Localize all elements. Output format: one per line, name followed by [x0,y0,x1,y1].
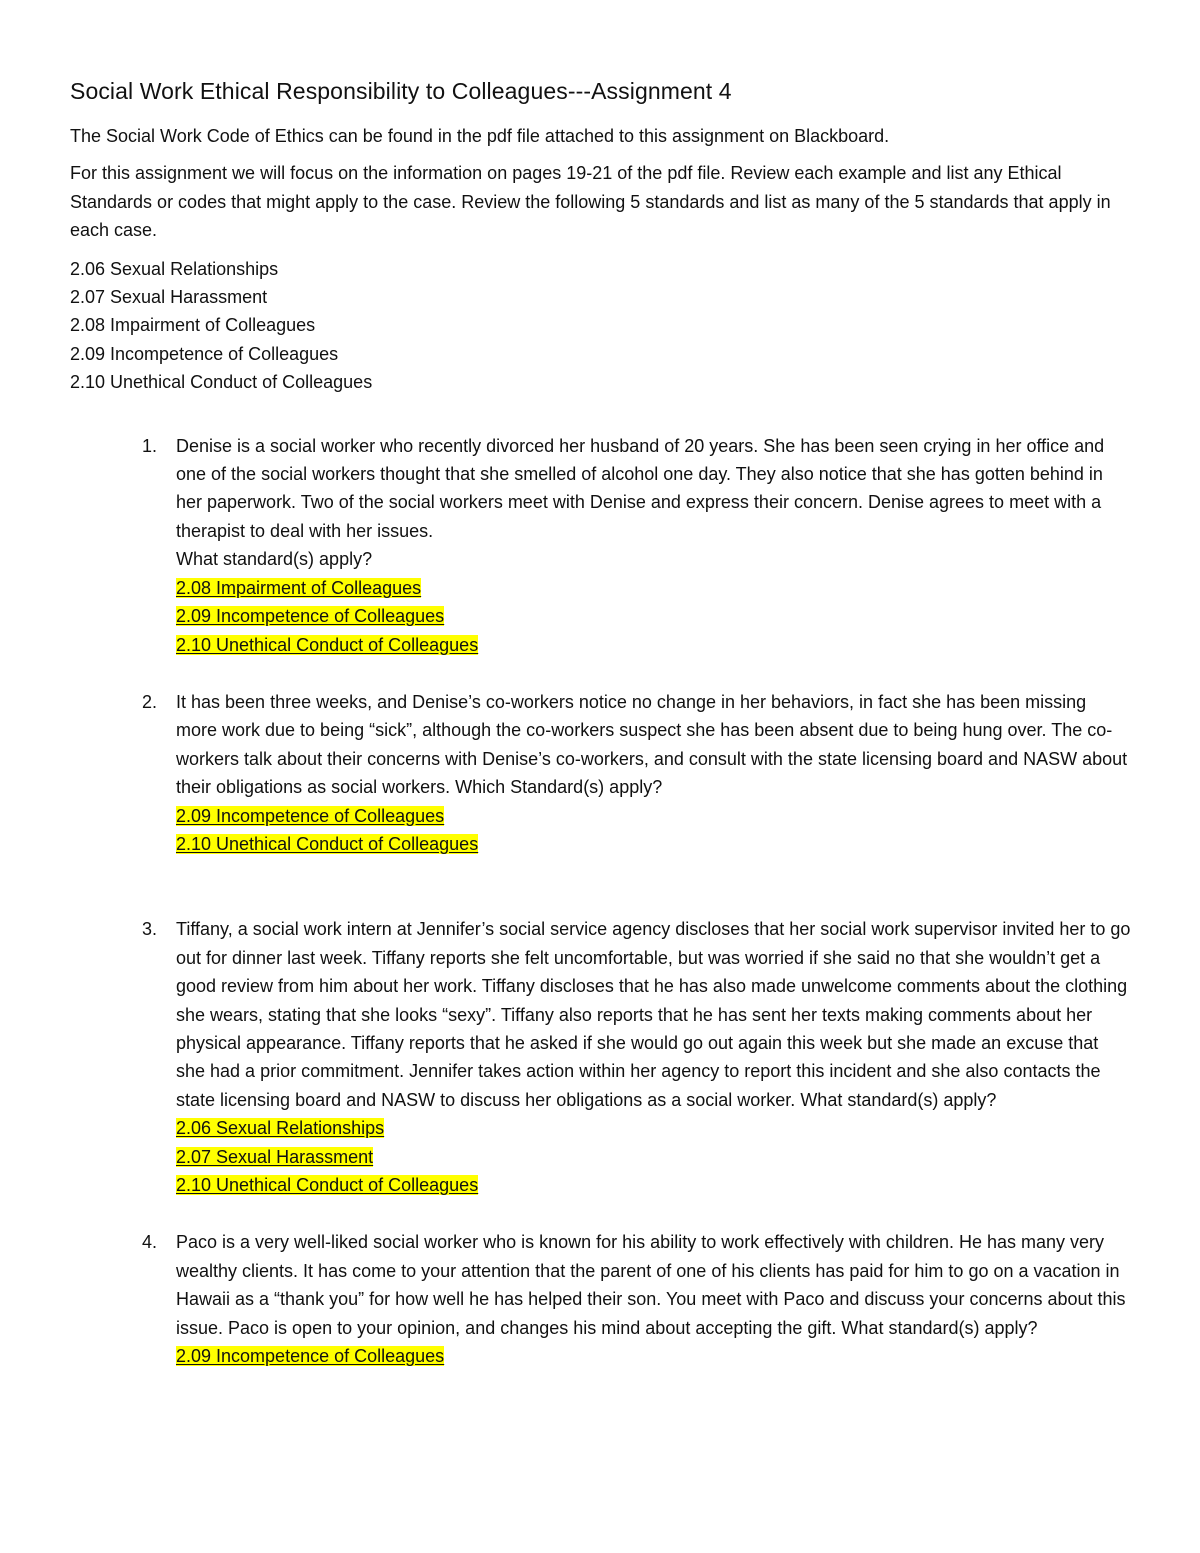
standard-item: 2.08 Impairment of Colleagues [70,315,316,336]
question-text: Paco is a very well-liked social worker who is known for his ability to work effectively with children. He has many very wealthy clients. It has come to your attention that the parent of one of his clients has paid for him to go on a vacation in Hawaii as a “thank you” for how well he has helped their son. You meet with Paco and discuss your concerns about this issue. Paco is open to your opinion, and changes his mind about accepting the gift. What standard(s) apply? [176,1232,1126,1338]
highlighted-answer: 2.10 Unethical Conduct of Colleagues [176,634,479,655]
question-number: 3. [142,919,158,940]
highlighted-answer: 2.06 Sexual Relationships [176,1118,385,1139]
highlighted-answer: 2.09 Incompetence of Colleagues [176,1346,445,1367]
highlighted-answer: 2.07 Sexual Harassment [176,1146,374,1167]
document-page [70,74,1132,1370]
question-prompt: What standard(s) apply? [176,549,373,570]
intro-paragraph: The Social Work Code of Ethics can be found in the pdf file attached to this assignment on Blackboard. [70,126,890,146]
question-number: 2. [142,691,158,712]
highlighted-answer: 2.09 Incompetence of Colleagues [176,805,445,826]
question-text: Tiffany, a social work intern at Jennifer’s social service agency discloses that her social work supervisor invited her to go out for dinner last week. Tiffany reports she felt uncomfortable, but was worried if she said no that she wouldn’t get a good review from him about her work. Tiffany discloses that he has also made unwelcome comments about the clothing she wears, stating that she looks “sexy”. Tiffany also reports that he has sent her texts making comments about her physical appearance. Tiffany reports that he asked if she would go out again this week but she made an excuse that she had a prior commitment. Jennifer takes action within her agency to report this incident and she also contacts the state licensing board and NASW to discuss her obligations as a social worker. What standard(s) apply? [176,919,1131,1110]
standard-item: 2.06 Sexual Relationships [70,258,279,279]
case-question-3 [70,915,1132,1199]
standard-item: 2.07 Sexual Harassment [70,287,268,308]
answer-list [176,1342,1132,1370]
case-question-list [70,432,1132,1371]
question-text: Denise is a social worker who recently divorced her husband of 20 years. She has been seen crying in her office and one of the social workers thought that she smelled of alcohol one day. They also notice that she has gotten behind in her paperwork. Two of the social workers meet with Denise and express their concern. Denise agrees to meet with a therapist to deal with her issues. [176,435,1105,541]
highlighted-answer: 2.10 Unethical Conduct of Colleagues [176,833,479,854]
standards-list [70,255,1132,397]
highlighted-answer: 2.09 Incompetence of Colleagues [176,606,445,627]
answer-list [176,802,1132,859]
answer-list [176,574,1132,659]
answer-list [176,1114,1132,1199]
highlighted-answer: 2.10 Unethical Conduct of Colleagues [176,1175,479,1195]
case-question-1 [70,432,1132,659]
highlighted-answer: 2.08 Impairment of Colleagues [176,577,422,598]
question-number: 1. [142,435,158,456]
standard-item: 2.10 Unethical Conduct of Colleagues [70,372,373,393]
question-text: It has been three weeks, and Denise’s co-workers notice no change in her behaviors, in fact she has been missing more work due to being “sick”, although the co-workers suspect she has been absent due to being hung over. The co-workers talk about their concerns with Denise’s co-workers, and consult with the state licensing board and NASW about their obligations as social workers. Which Standard(s) apply? [176,691,1128,798]
instructions-paragraph: For this assignment we will focus on the information on pages 19-21 of the pdf file. Review each example and list any Ethical Standards or codes that might apply to the case. Review the following 5 standards and list as many of the 5 standards that apply in each case. [70,163,1111,241]
case-question-4 [70,1228,1132,1370]
question-number: 4. [142,1232,158,1253]
document-title: Social Work Ethical Responsibility to Colleagues---Assignment 4 [70,78,732,104]
standard-item: 2.09 Incompetence of Colleagues [70,343,339,364]
case-question-2 [70,688,1132,858]
